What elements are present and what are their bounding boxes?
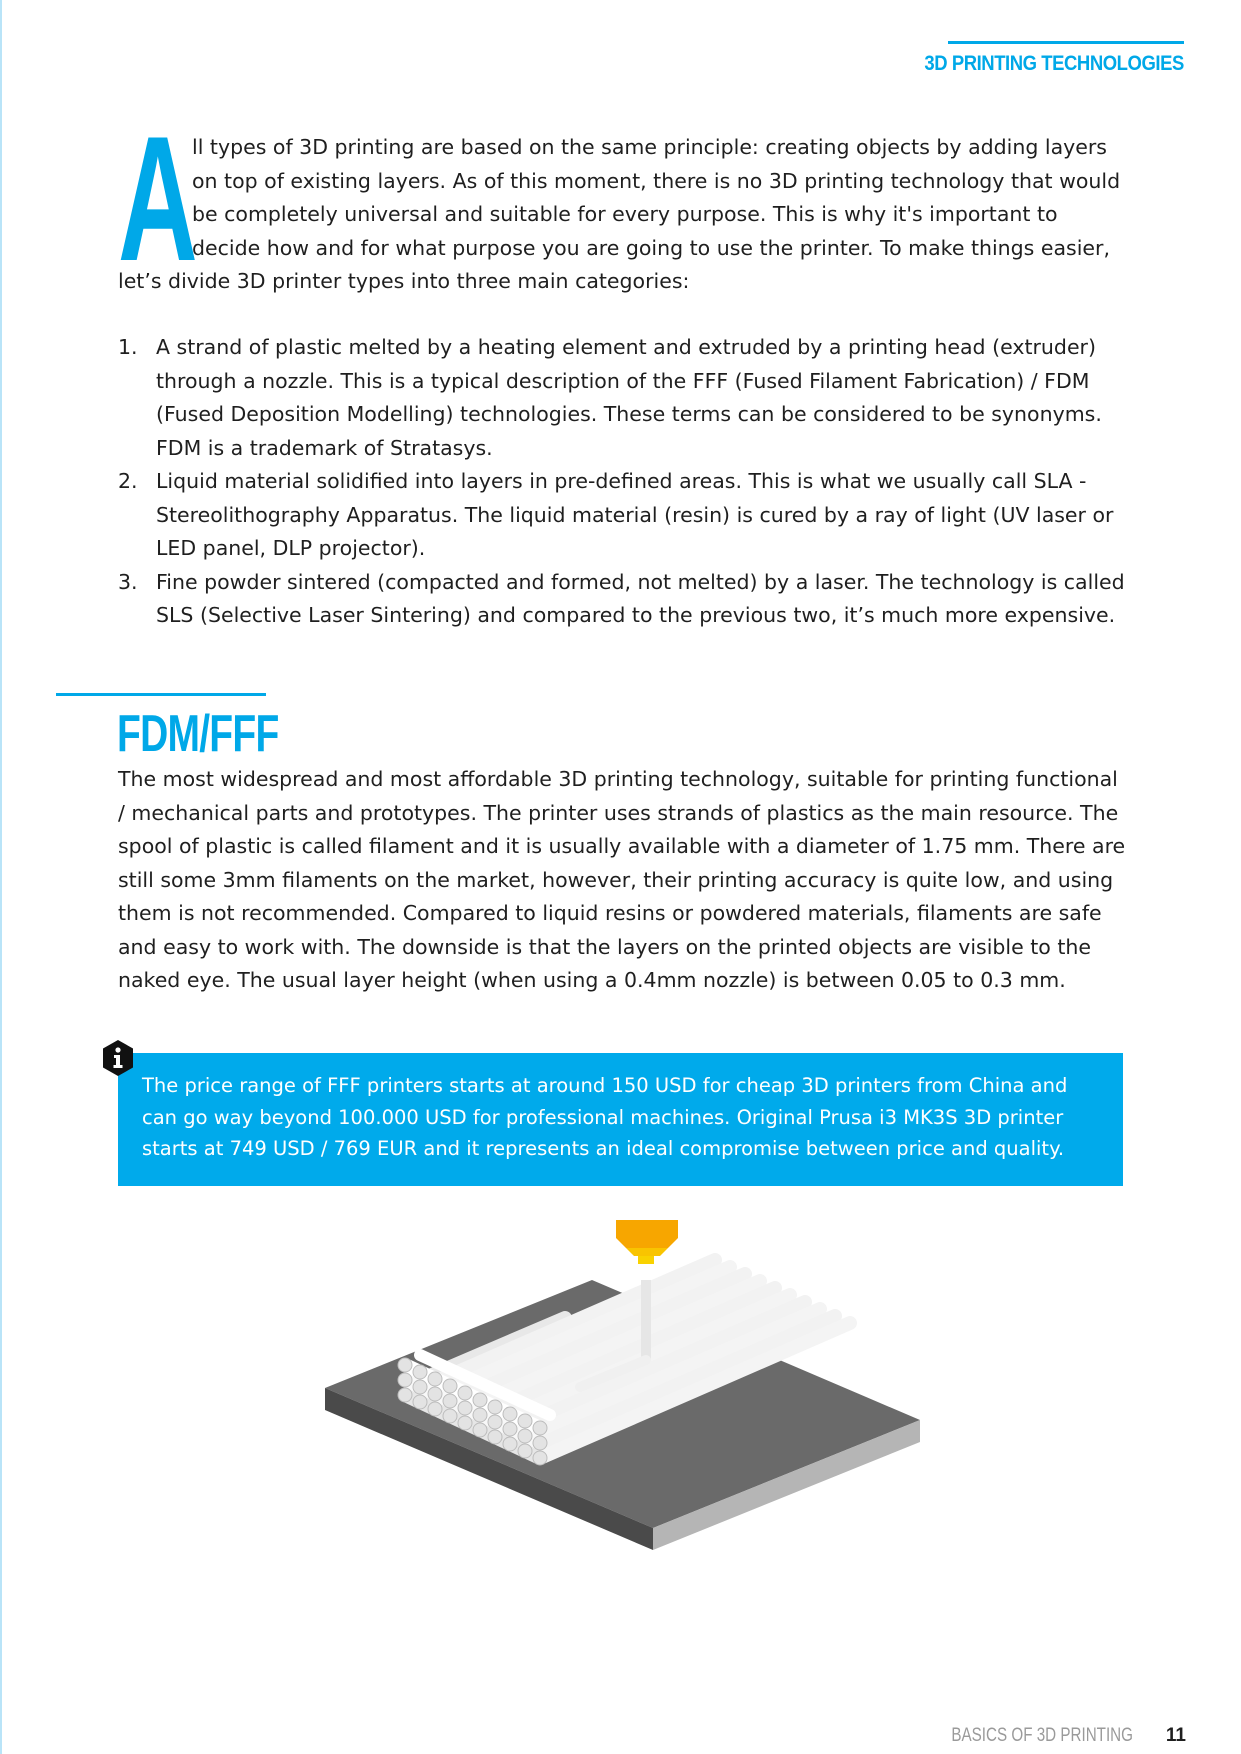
technology-list (118, 331, 1128, 633)
fdm-paragraph: The most widespread and most affordable 3D printing technology, suitable for printing functional / mechanical parts and prototypes. The printer uses strands of plastics as the main resource. The spool of plastic is called filament and it is usually available with a diameter of 1.75 mm. There are still some 3mm filaments on the market, however, their printing accuracy is quite low, and using them is not recommended. Compared to liquid resins or powdered materials, filaments are safe and easy to work with. The downside is that the layers on the printed objects are visible to the naked eye. The usual layer height (when using a 0.4mm nozzle) is between 0.05 to 0.3 mm. (118, 767, 1126, 992)
info-text: The price range of FFF printers starts at around 150 USD for cheap 3D printers from China and can go way beyond 100.000 USD for professional machines. Original Prusa i3 MK3S 3D printer starts at 749 USD / 769 EUR and it represents an ideal compromise between price and quality. (142, 1074, 1068, 1160)
list-number: 3. (118, 569, 138, 594)
page-number: 11 (1165, 1725, 1186, 1746)
list-number: 2. (118, 469, 138, 493)
page-edge-line (0, 0, 2, 1754)
intro-text: ll types of 3D printing are based on the same principle: creating objects by adding layers on top of existing layers. As of this moment, there is no 3D printing technology that would be completely universal and suitable for every purpose. This is why it's important to decide how and for what purpose you are going to use the printer. To make things easier, let’s divide 3D printer types into three main categories: (118, 135, 1121, 293)
section-title: 3D PRINTING TECHNOLOGIES (924, 52, 1184, 75)
info-box (118, 1053, 1123, 1186)
list-text: Fine powder sintered (compacted and formed, not melted) by a laser. The technology is called SLS (Selective Laser Sintering) and compared to the previous two, it’s much more expensive. (156, 569, 1125, 627)
fdm-print-illustration (300, 1210, 940, 1570)
list-item (118, 465, 1128, 566)
section-rule (948, 41, 1184, 44)
dropcap: A (118, 99, 198, 298)
list-number: 1. (118, 335, 138, 359)
list-item (118, 566, 1128, 633)
list-item (118, 331, 1128, 465)
fdm-heading: FDM/FFF (117, 705, 279, 763)
list-text: A strand of plastic melted by a heating element and extruded by a printing head (extruder) through a nozzle. This is a typical description of the FFF (Fused Filament Fabrication) / FDM (Fused Deposition Modelling) technologies. These terms can be considered to be synonyms. FDM is a trademark of Stratasys. (156, 335, 1102, 460)
footer-book-title: BASICS OF 3D PRINTING (951, 1725, 1133, 1746)
info-icon (101, 1039, 135, 1077)
fdm-heading-rule (56, 693, 266, 696)
intro-paragraph (118, 99, 1128, 299)
extruder-nozzle (616, 1220, 678, 1248)
list-text: Liquid material solidified into layers in pre-defined areas. This is what we usually call SLA - Stereolithography Apparatus. The liquid material (resin) is cured by a ray of light (UV laser or LED panel, DLP projector). (156, 469, 1114, 560)
